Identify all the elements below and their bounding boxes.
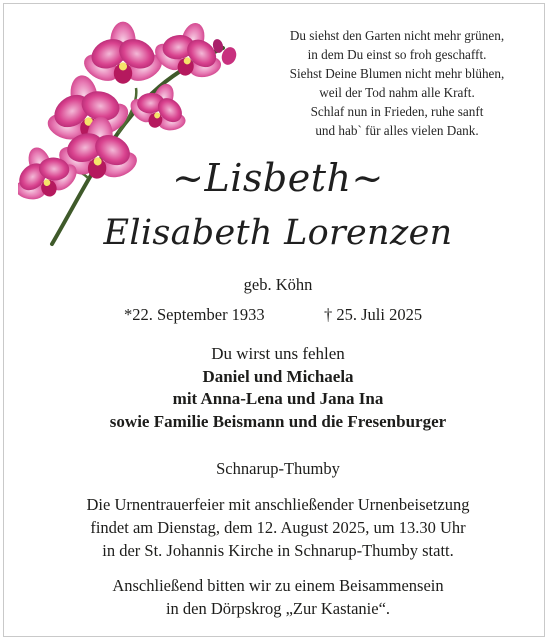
deceased-birth-name: geb. Köhn	[243, 275, 313, 294]
poem-line: Schlaf nun in Frieden, ruhe sanft	[310, 104, 484, 119]
mourners-intro: Du wirst uns fehlen	[211, 344, 345, 363]
mourner-name: mit Anna-Lena und Jana Ina	[172, 389, 384, 408]
death-date: † 25. Juli 2025	[324, 305, 423, 324]
mourners	[4, 343, 550, 433]
ceremony-line: in der St. Johannis Kirche in Schnarup-Thumby statt.	[102, 541, 454, 560]
obituary-notice	[3, 3, 545, 637]
ceremony-line: findet am Dienstag, dem 12. August 2025, um 13.30 Uhr	[90, 518, 466, 537]
poem	[252, 26, 542, 140]
deceased-full-name: Elisabeth Lorenzen	[103, 213, 453, 253]
reception-info	[4, 574, 550, 620]
mourner-name: Daniel und Michaela	[202, 366, 354, 386]
poem-line: in dem Du einst so froh geschafft.	[307, 47, 487, 62]
reception-line: in den Dörpskrog „Zur Kastanie“.	[165, 599, 391, 618]
ceremony-info	[4, 493, 550, 562]
deceased-nickname: ~Lisbeth~	[172, 156, 384, 200]
poem-line: Siehst Deine Blumen nicht mehr blühen,	[289, 66, 505, 81]
mourner-name: sowie Familie Beismann und die Fresenburger	[109, 411, 447, 431]
place: Schnarup-Thumby	[216, 459, 340, 478]
ceremony-line: Die Urnentrauerfeier mit anschließender Urnenbeisetzung	[86, 495, 470, 514]
poem-line: weil der Tod nahm alle Kraft.	[319, 85, 475, 100]
poem-line: und hab` für alles vielen Dank.	[315, 123, 479, 138]
poem-line: Du siehst den Garten nicht mehr grünen,	[289, 28, 505, 43]
reception-line: Anschließend bitten wir zu einem Beisammensein	[112, 576, 444, 595]
birth-date: *22. September 1933	[124, 305, 265, 324]
